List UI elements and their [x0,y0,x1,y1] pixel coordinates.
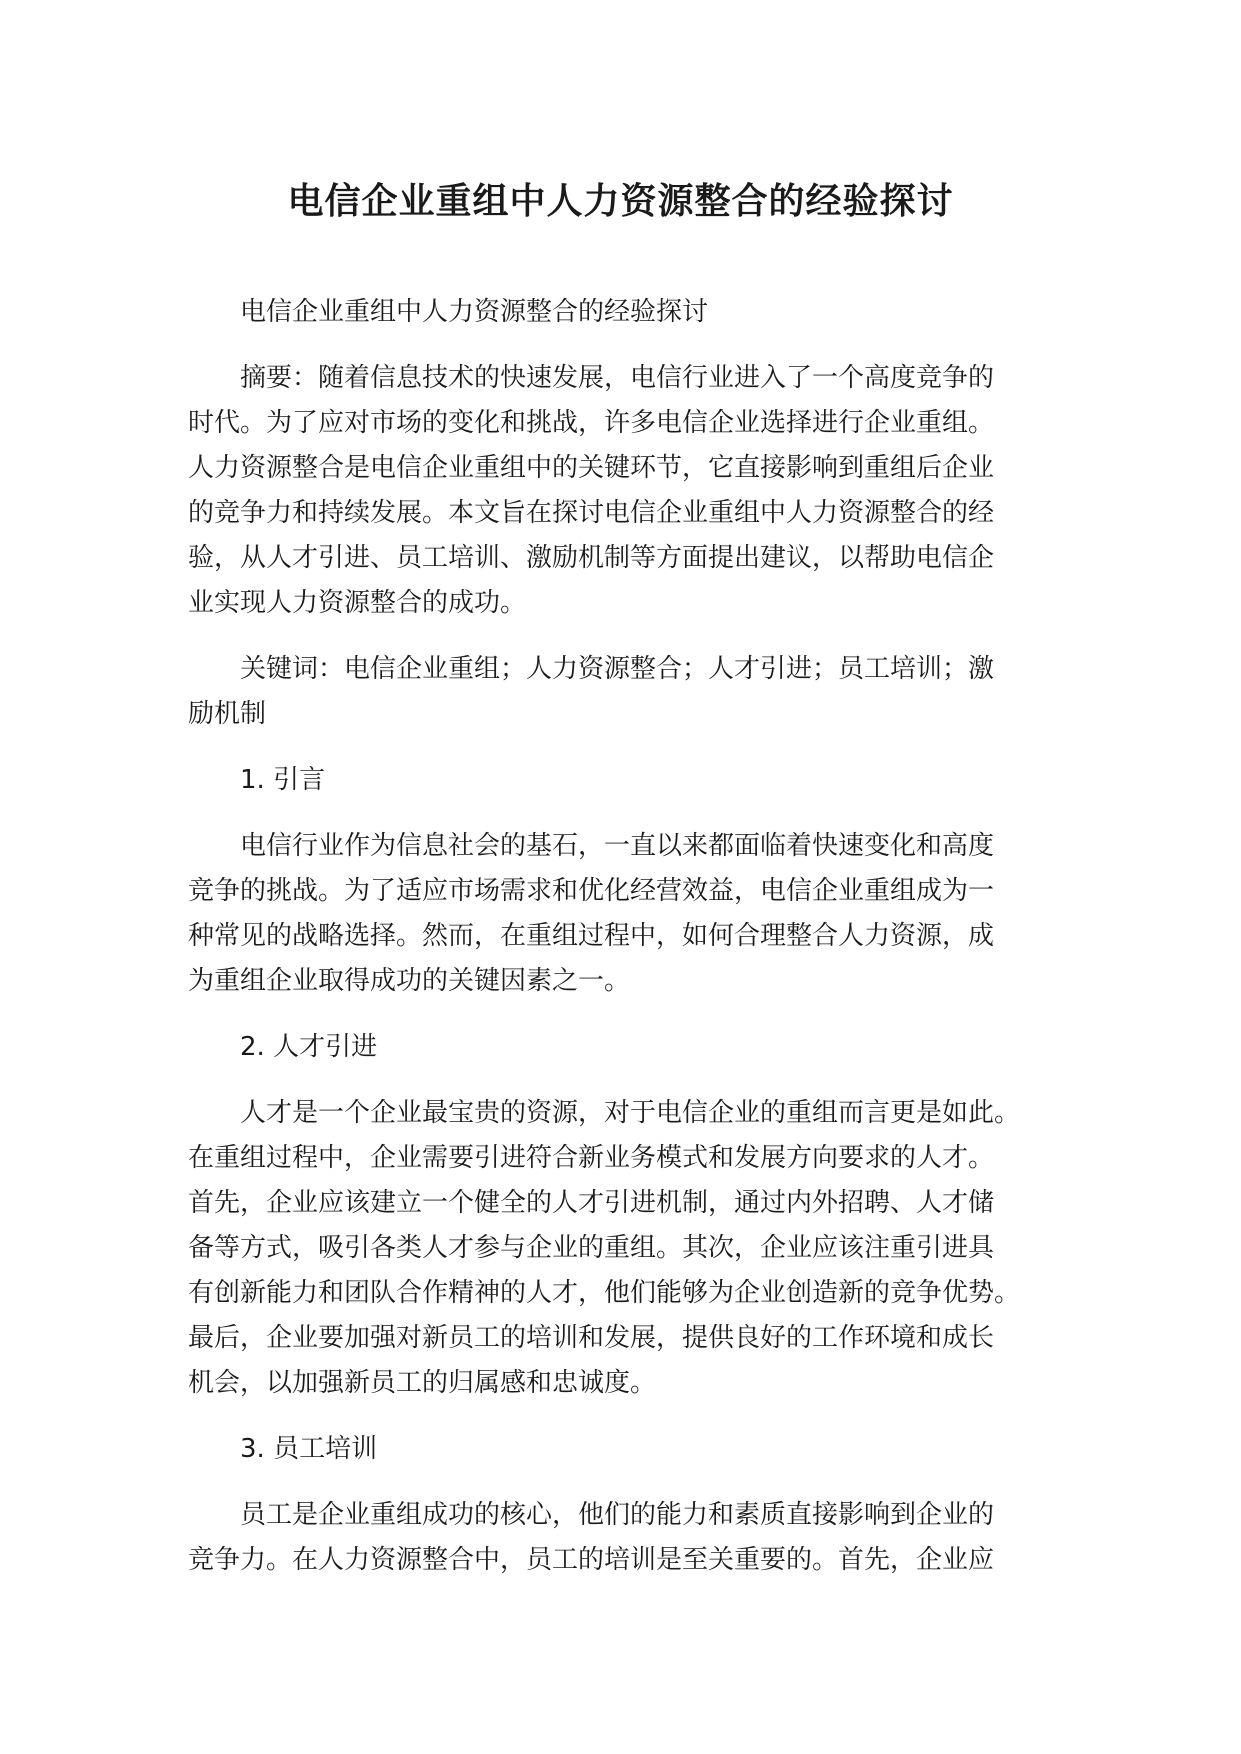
text-line: 人力资源整合是电信企业重组中的关键环节，它直接影响到重组后企业 [188,453,995,483]
text-line: 有创新能力和团队合作精神的人才，他们能够为企业创造新的竞争优势。 [188,1278,1021,1308]
text-line: 摘要：随着信息技术的快速发展，电信行业进入了一个高度竞争的 [240,363,995,393]
text-line: 竞争的挑战。为了适应市场需求和优化经营效益，电信企业重组成为一 [188,876,995,906]
text-line: 验，从人才引进、员工培训、激励机制等方面提出建议，以帮助电信企 [188,543,995,573]
text-line: 的竞争力和持续发展。本文旨在探讨电信企业重组中人力资源整合的经 [188,498,995,528]
text-line: 1. 引言 [240,765,326,795]
text-line: 时代。为了应对市场的变化和挑战，许多电信企业选择进行企业重组。 [188,408,995,438]
text-line: 种常见的战略选择。然而，在重组过程中，如何合理整合人力资源，成 [188,921,995,951]
text-line: 最后，企业要加强对新员工的培训和发展，提供良好的工作环境和成长 [188,1323,995,1353]
section-heading-introduction [188,758,1068,803]
document-body [188,290,1068,1604]
text-line: 人才是一个企业最宝贵的资源，对于电信企业的重组而言更是如此。 [240,1098,1021,1128]
text-line: 3. 员工培训 [240,1434,378,1464]
text-line: 励机制 [188,699,267,729]
training-paragraph [188,1493,1068,1583]
text-line: 机会，以加强新员工的归属感和忠诚度。 [188,1368,657,1398]
introduction-paragraph [188,824,1068,1004]
text-line: 业实现人力资源整合的成功。 [188,588,527,618]
text-line: 电信行业作为信息社会的基石，一直以来都面临着快速变化和高度 [240,831,995,861]
text-line: 员工是企业重组成功的核心，他们的能力和素质直接影响到企业的 [240,1500,995,1530]
text-line: 在重组过程中，企业需要引进符合新业务模式和发展方向要求的人才。 [188,1143,995,1173]
text-line: 2. 人才引进 [240,1032,378,1062]
text-line: 备等方式，吸引各类人才参与企业的重组。其次，企业应该注重引进具 [188,1233,995,1263]
section-heading-talent [188,1025,1068,1070]
section-heading-training [188,1427,1068,1472]
text-line: 竞争力。在人力资源整合中，员工的培训是至关重要的。首先，企业应 [188,1545,995,1575]
text-line: 首先，企业应该建立一个健全的人才引进机制，通过内外招聘、人才储 [188,1188,995,1218]
abstract-paragraph [188,356,1068,626]
text-line: 电信企业重组中人力资源整合的经验探讨 [240,297,709,327]
document-title: 电信企业重组中人力资源整合的经验探讨 [287,181,954,222]
text-line: 为重组企业取得成功的关键因素之一。 [188,966,631,996]
text-line: 关键词：电信企业重组；人力资源整合；人才引进；员工培训；激 [240,654,995,684]
keywords-paragraph [188,647,1068,737]
talent-paragraph [188,1091,1068,1406]
subtitle-paragraph [188,290,1068,335]
